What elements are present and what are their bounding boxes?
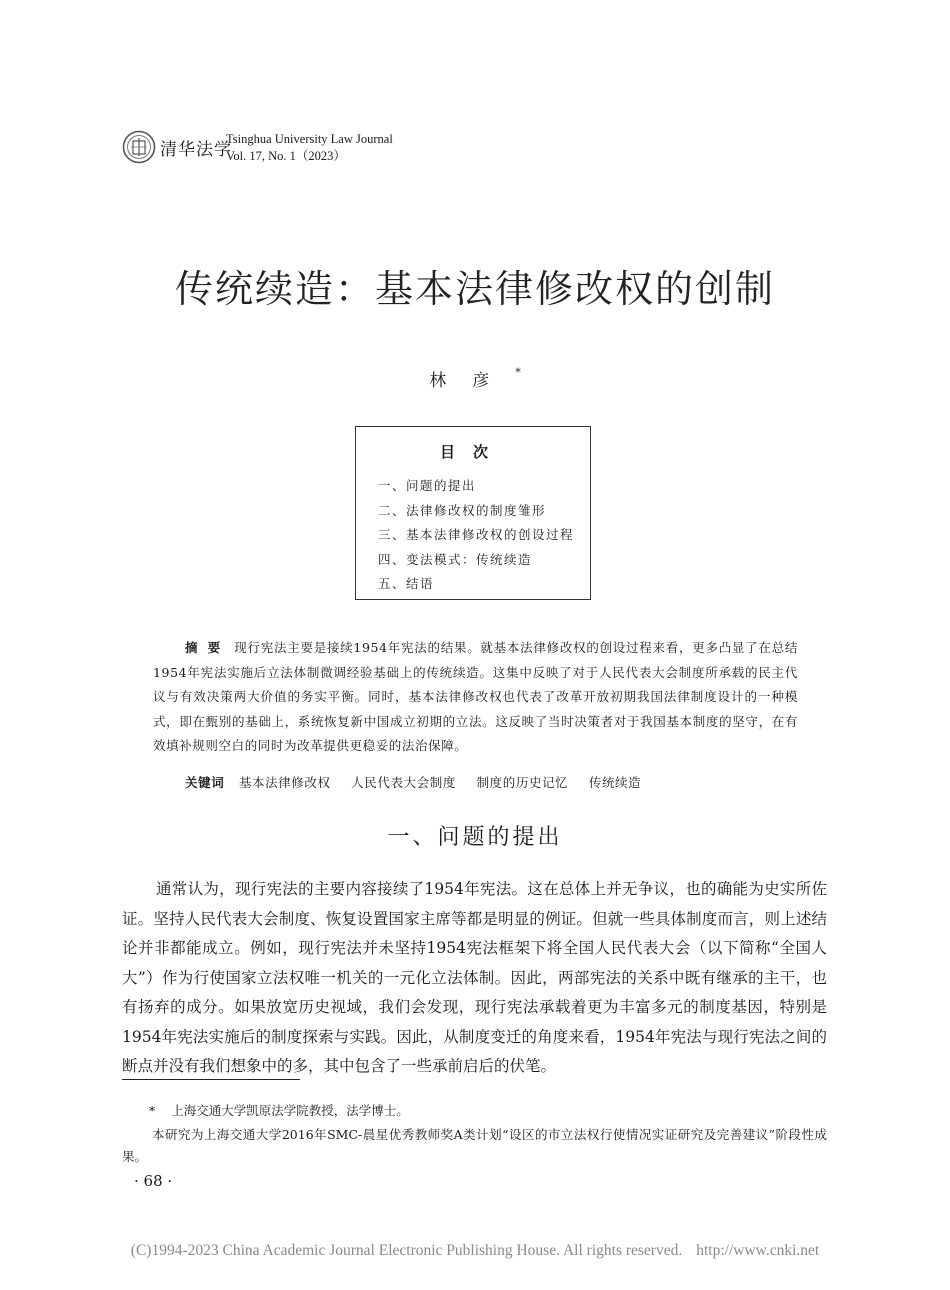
journal-info	[226, 131, 393, 165]
footnote-author	[122, 1100, 827, 1122]
footnote-mark: *	[149, 1103, 156, 1118]
body-paragraph: 通常认为，现行宪法的主要内容接续了1954年宪法。这在总体上并无争议，也的确能为史实所佐证。坚持人民代表大会制度、恢复设置国家主席等都是明显的例证。但就一些具体制度而言，则上述结论并非都能成立。例如，现行宪法并未坚持1954宪法框架下将全国人民代表大会（以下简称“全国人大”）作为行使国家立法权唯一机关的一元化立法体制。因此，两部宪法的关系中既有继承的主干，也有扬弃的成分。如果放宽历史视域，我们会发现，现行宪法承载着更为丰富多元的制度基因，特别是1954年宪法实施后的制度探索与实践。因此，从制度变迁的角度来看，1954年宪法与现行宪法之间的断点并没有我们想象中的多，其中包含了一些承前启后的伏笔。	[122, 880, 827, 1075]
body-text	[122, 875, 827, 1082]
keyword: 传统续造	[588, 775, 642, 790]
journal-name-cn: 清华法学	[160, 140, 232, 160]
footnote-divider	[122, 1079, 300, 1080]
cnki-url: http://www.cnki.net	[696, 1242, 820, 1259]
article-title: 传统续造：基本法律修改权的创制	[174, 267, 775, 311]
toc-title: 目次	[439, 443, 506, 461]
toc-item: 二、法律修改权的制度雏形	[378, 502, 547, 518]
table-of-contents	[355, 426, 591, 600]
keywords-label: 关键词	[185, 775, 225, 790]
author-footnote-mark: *	[515, 366, 521, 380]
keyword: 人民代表大会制度	[351, 775, 456, 790]
toc-item: 五、结语	[378, 576, 435, 591]
author-name: 林彦	[429, 371, 516, 391]
abstract-text: 现行宪法主要是接续1954年宪法的结果。就基本法律修改权的创设过程来看，更多凸显了在总结1954年宪法实施后立法体制微调经验基础上的传统续造。这集中反映了对于人民代表大会制度所承载的民主代议与有效决策两大价值的务实平衡。同时，基本法律修改权也代表了改革开放初期我国法律制度设计的一种模式，即在甄别的基础上，系统恢复新中国成立初期的立法。这反映了当时决策者对于我国基本制度的坚守，在有效填补规则空白的同时为改革提供更稳妥的法治保障。	[153, 640, 798, 754]
toc-item: 一、问题的提出	[378, 478, 477, 493]
author-line	[0, 366, 950, 391]
keywords	[185, 773, 657, 791]
keyword: 基本法律修改权	[238, 775, 331, 790]
toc-list	[378, 474, 574, 597]
keyword: 制度的历史记忆	[476, 775, 569, 790]
journal-logo-icon	[122, 130, 156, 164]
abstract	[153, 636, 798, 759]
section-heading: 一、问题的提出	[387, 825, 563, 850]
footnote-text: 上海交通大学凯原法学院教授，法学博士。	[171, 1103, 409, 1118]
abstract-label: 摘要	[185, 640, 231, 655]
toc-item: 三、基本法律修改权的创设过程	[378, 527, 575, 542]
page-number: · 68 ·	[134, 1172, 173, 1190]
journal-volume: Vol. 17, No. 1（2023）	[226, 149, 346, 163]
toc-item: 四、变法模式：传统续造	[378, 551, 533, 567]
journal-name-en: Tsinghua University Law Journal	[226, 132, 393, 146]
copyright-notice	[0, 1242, 950, 1260]
footnote-funding: 本研究为上海交通大学2016年SMC-晨星优秀教师奖A类计划“设区的市立法权行使情况实证研究及完善建议”阶段性成果。	[122, 1127, 827, 1164]
copyright-text: (C)1994-2023 China Academic Journal Electronic Publishing House. All rights reserved.	[130, 1242, 683, 1259]
